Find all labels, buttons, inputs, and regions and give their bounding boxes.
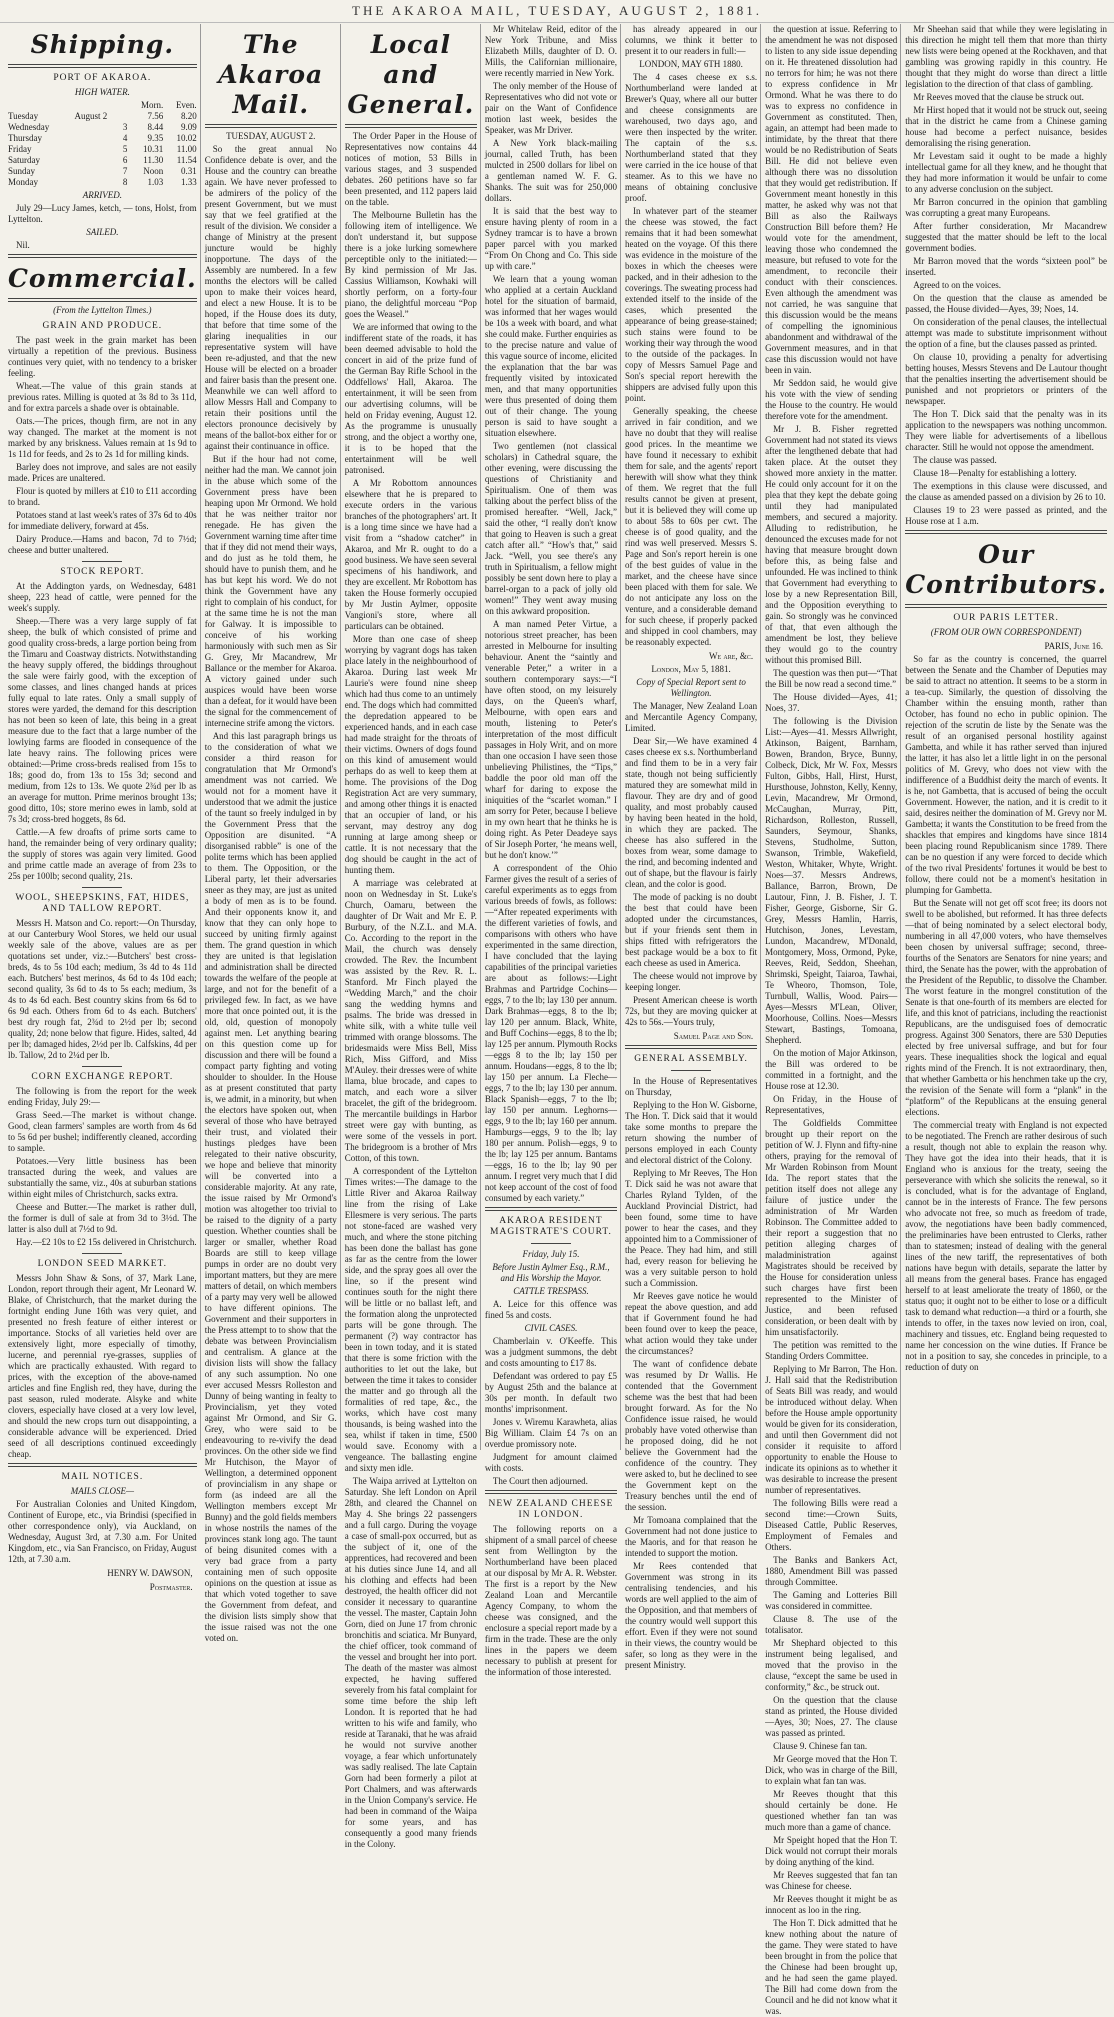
divider (485, 1490, 617, 1494)
paris-letter-heading: OUR PARIS LETTER. (953, 613, 1059, 623)
assembly-paragraph: Clause 8. The use of the totalisator. (765, 1614, 898, 1635)
editorial-paragraph: But if the hour had not come, neither had the man. We cannot join in the abuse which some of the Government press have been heaping upon Mr Ormond. We hold that he was neither traitor nor renegade. He has given the Government warning time after time that if they did not mend their ways, and do just as he told them, he should have to punish them, and he has but kept his word. We do not think the Government have any right to complain of his conduct, for at the same time he is not the man for Galway. It is impossible to conceive of his working harmoniously with such men as Sir G. Grey, Mr Macandrew, Mr Ballance or the member for Akaroa. A victory gained under such auspices would have been worse than a defeat, for it would have been the signal for the commencement of internecine strife among the victors. (204, 454, 337, 728)
wool-paragraph: Messrs H. Matson and Co. report:—On Thursday, at our Canterbury Wool Stores, we held our usual weekly sale of the above, values are as per quotations set under, viz.:—Butchers' best cross-breds, 4s to 5s 10d each; medium, 3s 4d to 4s 11d each. Butchers' best merinos, 4s 6d to 4s 10d each; second quality, 3s 6d to 4s to 5s each; medium, 3s 4s to 4s 6d each. Best country skins from 6s 6d to 6s 9d each. Others from 6d to 4s each. Butchers' best dry rough fat, 2¾d to 2½d per lb; second quality, 2d; none below that figure. Hides, salted, 4d per lb; damaged hides, 2½d per lb. Calfskins, 4d per lb. Tallow, 2d to 2¼d per lb. (8, 918, 197, 1060)
news-item: A marriage was celebrated at noon on Wednesday in St. Luke's Church, Oamaru, between the daughter of Dr Wait and Mr E. P. Burbury, of the N.Z.L. and M.A. Co. According to the report in the Mail, the church was densely crowded. The Rev. the Incumbent was assisted by the Rev. R. L. Stanford. Mr Finch played the “Wedding March,” and the choir sang the wedding hymns and psalms. The bride was dressed in white silk, with a white tulle veil trimmed with orange blossoms. The bridesmaids were Miss Bell, Miss Rich, Miss Gifford, and Miss M'Auley. their dresses were of white llama, blue brocade, and capes to match, and each wore a silver bracelet, the gift of the bridegroom. The mercantile buildings in Harbor street were gay with bunting, as were some of the vessels in port. The bridegroom is a brother of Mrs Cotton, of this town. (344, 878, 477, 1163)
assembly-paragraph: The House divided—Ayes, 41; Noes, 37. (765, 692, 898, 713)
tide-morn: Noon (143, 166, 164, 176)
letter-signoff: We are, &c. (708, 651, 754, 661)
assembly-paragraph: On the question that the clause as amended be passed, the House divided—Ayes, 39; Noes, 14. (905, 293, 1108, 314)
letter-paragraph: Generally speaking, the cheese arrived in fair condition, and we have no doubt that they will realise good prices. In the meantime we have found it necessary to exhibit them for sale, and the agents' report herewith will show what they think of them. We regret that the full results cannot be given at present, but it is believed they will come up to about 58s to 60s per cwt. The cheese is of good quality, and the rind was well preserved. Messrs S. Page and Son's report herein is one of the best guides of value in the market, and the cheese have since been placed with them for sale. We do not anticipate any loss on the venture, and a considerable demand for such cheese, if properly packed and shipped in cool chambers, may be reasonably expected. (625, 406, 758, 647)
paris-paragraph: The commercial treaty with England is not expected to be negotiated. The French are rather desirous of such a result, though not able to explain the reason why. They have got the idea into their heads, that it is England who is anxious for the treaty, seeing the perseverance with which she solicits the renewal, so it is concluded, what is for the advantage of England, cannot be in the interests of France. The few persons who advocate not free, so much as freedom of trade, avow, the negotiations have been badly commenced, the preliminaries have been entrusted to Clerks, rather than to statesmen; instead of dealing with the general lines of the new tariff, the representatives of both nations have begun with details, separate the latter by all means from the general bases. France has engaged herself to at least ameliorate the treaty of 1860, or the status quo; it ought not to be either to lose or a difficult task to demand what reduction—a third or a fourth, she intends to offer, in the taxes now levied on iron, coal, machinery and tissues, etc. England being requested to name her concession on the wine duties. If France be not in a position to say, she concedes in principle, to a reduction of duty on (905, 1120, 1108, 1372)
column-2 (201, 24, 341, 1643)
special-paragraph: The mode of packing is no doubt the best that could have been adopted under the circumstances, but if your friends sent them in ships fitted with refrigerators the best package would be a box to fit each cheese as used in America. (625, 892, 758, 968)
assembly-paragraph: Mr Barron moved that the words “sixteen pool” be inserted. (905, 256, 1108, 277)
assembly-paragraph: The Goldfields Committee brought up their report on the petition of W. J. Flynn and fifty-nine others, praying for the removal of Mr Warden Robinson from Mount Ida. The report states that the petition itself does not allege any failure of justice under the administration of Mr Warden Robinson. The Committee added to their report a suggestion that no petition alleging charges of maladministration against Magistrates should be received by the House for consideration unless such charges have first been represented to the Minister of Justice, and been refused consideration, or been dealt with by him unsatisfactorily. (765, 1118, 898, 1337)
news-item: The Melbourne Bulletin has the following item of intelligence. We don't understand it, but suppose there is a joke lurking somewhere perceptible only to the initiated:—By kind permission of Mr Jas. Cassius Williamson, Kowhaki will shortly perform, on a forty-four piano, the delightful morceau “Pop goes the Weasel.” (344, 210, 477, 319)
tide-day: Tuesday (8, 111, 39, 121)
news-item: A Mr Robottom announces elsewhere that he is prepared to execute orders in the various branches of the photographers' art. It is a long time since we have had a visit from a “shadow catcher” in Akaroa, and Mr R. ought to do a good business. We have seen several specimens of his handiwork, and they are excellent. Mr Robottom has taken the House formerly occupied by Mr Justin Aylmer, opposite Vangioni's store, where all particulars can be obtained. (344, 478, 477, 631)
divider (82, 887, 122, 888)
tide-day: Monday (8, 177, 38, 187)
special-paragraph: Dear Sir,—We have examined 4 cases cheese ex s.s. Northumberland and find them to be in a very fair state, though not being sufficiently matured they are somewhat mild in flavour. They are dry and of good quality, and most probably caused by having been heated in the hold, in which they are packed. The cheese has also suffered in the boxes from wear, some damage to the rind, and becoming indented and out of shape, but the flavour is fairly clean, and the color is good. (625, 736, 758, 889)
mails-close-label: MAILS CLOSE— (70, 1486, 134, 1496)
news-item: We learn that a young woman who applied at a certain Auckland hotel for the situation of barmaid, was informed that her wages would be 10s a week with board, and what she could make. Further enquiries as to the precise nature and value of this vague source of income, elicited the explanation that the bar was frequently visited by intoxicated men, and that many opportunities were thus presented of doing them out of their change. The young person is said to have sought a situation elsewhere. (484, 274, 618, 438)
tide-row (8, 177, 197, 188)
assembly-paragraph: The clause was passed. (913, 455, 997, 465)
tide-even: 8.20 (180, 111, 197, 121)
tide-header-row (8, 100, 197, 111)
tide-date: 6 (122, 155, 128, 165)
editorial-title: The Akaroa Mail. (218, 30, 324, 119)
seed-heading: LONDON SEED MARKET. (37, 1259, 168, 1269)
special-paragraph: The cheese would not improve by keeping longer. (625, 971, 758, 992)
column-5 (621, 24, 761, 1670)
assembly-paragraph: The petition was remitted to the Standing Orders Committee. (765, 1340, 898, 1361)
divider (8, 298, 197, 302)
assembly-paragraph: The want of confidence debate was resumed by Dr Wallis. He contended that the Government scheme was the best that had been brought forward. As for the No Confidence issue raised, he would probably have voted otherwise than he proposed doing, did he not believe the Government had the confidence of the country. They were asked to, but he declined to see the Government kept on the Treasury benches until the end of the session. (625, 1359, 758, 1512)
tide-date: 5 (122, 144, 128, 154)
court-paragraph: Jones v. Wiremu Karawheta, alias Big William. Claim £4 7s on an overdue promissory note. (484, 1417, 618, 1449)
column-1 (4, 24, 201, 1592)
tide-row (8, 155, 197, 166)
assembly-paragraph: The question was then put—“That the Bill be now read a second time.” (765, 668, 898, 689)
special-addressee: The Manager, New Zealand Loan and Mercantile Agency Company, Limited. (625, 701, 758, 733)
divider (905, 530, 1107, 534)
tide-row (8, 111, 197, 122)
news-item: More than one case of sheep worrying by vagrant dogs has taken place lately in the neighbourhood of Akaroa. During last week Mr Laurie's were found nine sheep which had thus come to an untimely end. The dogs which had committed the depredation appeared to be experienced hands, and in each case had made straight for the throats of their victims. Owners of dogs found on this kind of amusement would perhaps do as well to keep them at home. The provisions of the Dog Registration Act are very summary, and among other things it is enacted that an occupier of land, or his servant, may destroy any dog running at large among sheep or cattle. It is not necessary that the dog should be caught in the act of hunting them. (344, 634, 477, 875)
assembly-paragraph: The Banks and Bankers Act, 1880, Amendment Bill was passed through Committee. (765, 1555, 898, 1587)
divider (8, 254, 197, 258)
mails-heading: MAIL NOTICES. (61, 1472, 144, 1482)
tide-day: Thursday (8, 133, 42, 143)
court-before: Before Justin Aylmer Esq., R.M., and His Worship the Mayor. (492, 1262, 610, 1283)
tide-even: 11.00 (176, 144, 197, 154)
local-general-title: Local and General. (347, 30, 475, 119)
divider (82, 1253, 122, 1254)
court-paragraph: Chamberlain v. O'Keeffe. This was a judgment summons, the debt and costs amounting to £17 8s. (484, 1336, 618, 1368)
assembly-paragraph: On Friday, in the House of Representatives, (765, 1094, 898, 1115)
news-item: has already appeared in our columns, we think it better to present it to our readers in full:— (625, 24, 758, 56)
tide-morn: 11.30 (143, 155, 164, 165)
tide-morn: 10.31 (142, 144, 164, 154)
grain-paragraph: Wheat.—The value of this grain stands at previous rates. Milling is quoted at 3s 8d to 3s 11d, and for extra parcels a shade over is obtainable. (8, 381, 197, 413)
assembly-paragraph: In the House of Representatives on Thursday, (625, 1076, 758, 1097)
mails-paragraph: For Australian Colonies and United Kingdom, Continent of Europe, etc., via Brindisi (specified in other correspondence only), via Auckland, on Wednesday, August 3rd, at 7.30 a.m. For United Kingdom, etc., via San Francisco, on Friday, August 12th, at 7.30 a.m. (8, 1499, 197, 1564)
tide-col-header: Even. (175, 100, 197, 110)
news-item: A New York black-mailing journal, called Truth, has been mulcted in 2500 dollars for libel on a gentleman named W. F. G. Shanks. The suit was for 250,000 dollars. (484, 138, 618, 203)
assembly-paragraph: Replying to Mr Reeves, The Hon T. Dick said he was not aware that Charles Ryland Tylden, of the Auckland Provincial District, had been found, some time to have power to hear the cases, and they appointed him to a Commissioner of the Peace. They had him, and still had, every reason for believing he was a very suitable person to hold such a Commission. (625, 1168, 758, 1288)
divider (8, 1463, 197, 1467)
column-7 (901, 24, 1110, 1450)
tide-row (8, 144, 197, 155)
letter-paragraph: In whatever part of the steamer the cheese was stowed, the fact remains that it had been somewhat heated on the voyage. Of this there was evidence in the moisture of the boxes in which the cheeses were packed, and in their adhesion to the coverings. The sweating process had extended itself to the inside of the cases, which presented the appearance of being grease-stained; such stains were found to be working their way through the wood to the outside of the packages. In copy of Messrs Samuel Page and Son's special report herewith the shippers are advised fully upon this point. (625, 206, 758, 403)
mails-role: Postmaster. (149, 1582, 193, 1592)
stock-paragraph: At the Addington yards, on Wednesday, 6481 sheep, 223 head of cattle, were penned for the week's supply. (8, 581, 197, 613)
assembly-paragraph: Replying to Mr Barron, The Hon. J. Hall said that the Redistribution of Seats Bill was ready, and would be introduced without delay. When before the House ample opportunity would be given for its consideration, and until then Government did not consider it requisite to afford opportunity to enable the House to indicate its opinions as to whether it was desirable to increase the present number of representatives. (765, 1364, 898, 1495)
divider (82, 1066, 122, 1067)
tide-table (8, 100, 197, 188)
column-3 (341, 24, 481, 1849)
editorial-paragraph: And this last paragraph brings us to the consideration of what we consider a third reason for congratulation that Mr Ormond's amendment was not carried. We would not for a moment have it understood that we admit the justice of the taunt so freely indulged in by the Government Press that the Opposition are disunited. “A disorganised rabble” is one of the polite terms which has been applied to them. The Opposition, or the Liberal party, let their adversaries sneer as they may, are just as united a body of men as is to be found. And their opponents know it, and know that they can only hope to succeed by uniting firmly against them. The grand question in which they are united is that legislation and administration shall be directed towards the welfare of the people at large, and not for the benefit of a privileged few. In fact, as we have more that once pointed out, it is the old, old, question of monopoly against men. Let anything bearing on this question come up for discussion and there will be found a compact party fighting and voting shoulder to shoulder. In the House as at present constituted that party is, we admit, in a minority, but when the electors have spoken out, when several of those who have betrayed their trust, and violated their hustings pledges have been relegated to their native obscurity, we hope and believe that minority will be converted into a considerable majority. At any rate, the issue raised by Mr Ormond's motion was altogether too trivial to be raised to the dignity of a party question. Whether counties shall be larger or smaller, whether Road Boards are still to keep village pumps in order are no doubt very important matters, but they are mere matters of detail, on which members of a party may very well be allowed to have different opinions. The Government and their supporters in the Press attempt to to show that the debate was between Provincialism and centralism. A glance at the division lists will show the fallacy of any such assumption. No one ever accused Messrs Rolleston and Dunny of being wanting in fealty to Provincialism, yet they voted against Mr Ormond, and Sir G. Grey, who were said to be endeavouring to re-vivify the dead provinces. On the other side we find Mr Hutchison, the Mayor of Wellington, a determined opponent of provincialism in any shape or form (as indeed are all the Wellington members except Mr Bunny) and the gold fields members in whose nostrils the names of the provinces stank long ago. The taunt of being disunited comes with a very bad grace from a party containing men of such opposite opinions on the question at issue as that which voted together to save the Government from defeat, and the division lists simply show that the issue raised was not the one voted on. (204, 731, 337, 1643)
stock-heading: STOCK REPORT. (60, 567, 145, 577)
news-item: The Waipa arrived at Lyttelton on Saturday. She left London on April 28th, and cleared the Channel on May 4. She brings 22 passengers and a full cargo. During the voyage a case of small-pox occurred, but as the subject of it, one of the apprentices, had recovered and been at his duties since June 14, and all his clothing and effects had been destroyed, the health officer did not consider it necessary to quarantine the vessel. The master, Captain John Gorn, died on June 17 from chronic bronchitis and sciatica. Mr Bunyard, the chief officer, took command of the vessel and brought her into port. The death of the master was almost expected, he having suffered severely from his fatal complaint for some time before the ship left London. It is reported that he had written to his wife and family, who reside at Taranaki, that he was afraid he would not survive another voyage, a fear which unfortunately was sadly realised. The late Captain Gorn had been formerly a pilot at Port Chalmers, and was afterwards in the Union Company's service. He had been in command of the Waipa for some years, and has consequently a good many friends in the Colony. (344, 1476, 477, 1849)
news-item: The Order Paper in the House of Representatives now contains 44 notices of motion, 53 Bills in various stages, and 3 suspended debates. 260 petitions have so far been presented, and 112 papers laid on the table. (344, 131, 477, 207)
divider (82, 561, 122, 562)
assembly-paragraph: The following is the Division List:—Ayes—41. Messrs Allwright, Atkinson, Baigent, Barnham, Bowen, Brandon, Bryce, Bunny, Colbeck, Dick, Mr W. Fox, Messrs Fulton, Gibbs, Hall, Hirst, Hurst, Hursthouse, Johnston, Kelly, Kenny, Levin, Macandrew, Mr Ormond, McCaughan, Murray, Pitt, Richardson, Rolleston, Russell, Saunders, Seymour, Shanks, Stevens, Studholme, Sutton, Swanson, Trimble, Wakefield, Weston, Whitaker, Whyte, Wright. Noes—37. Messrs Andrews, Ballance, Barron, Brown, De Lautour, Finn, J. B. Fisher, J. T. Fisher, George, Gisborne, Sir G. Grey, Messrs Hamlin, Harris, Hutchison, Jones, Levestam, Lundon, Macandrew, M'Donald, Montgomery, Moss, Ormond, Pyke, Reeves, Reid, Seddon, Sheehan, Shrimski, Speight, Taiaroa, Tawhai, Te Wheoro, Thomson, Tole, Turnbull, Wallis, Wood. Pairs—Ayes—Messrs M'Lean, Oliver, Moorhouse, Collins. Noes—Messrs Stewart, Bastings, Tomoana, Shepherd. (765, 716, 898, 1045)
port-heading: PORT OF AKAROA. (53, 73, 152, 83)
assembly-paragraph: Mr Reeves moved that the clause be struck out. (913, 92, 1084, 102)
news-item: A correspondent of the Lyttelton Times writes:—The damage to the Little River and Akaroa Railway line from the rising of Lake Ellesmere is very serious. The parts not stone-faced are washed very much, and where the stone pitching has been done the ballast has gone as far as the centre from the lower side, and the spray goes all over the line, so if the present wind continues south for the night there will be little or no ballast left, and the formation along the unprotected parts will be gone through. The permanent (?) way contractor has been in town today, and it is stated that there is some friction with the authorities to let out the lake, but between the time it takes to consider the matter and go through all the formalities of red tape, &c., the works, which have cost many thousands, is being washed into the sea, whilst if taken in time, £500 would save. Economy with a vengeance. The ballasting engine and sixty men idle. (344, 1166, 477, 1473)
assembly-paragraph: Mr Seddon said, he would give his vote with the view of sending the House to the country. He would therefore vote for the amendment. (765, 378, 898, 421)
assembly-paragraph: The Hon T. Dick said that the penalty was in its application to the newspapers was nothing uncommon. They were liable for advertisements of a libellous character. Still he would not oppose the amendment. (905, 409, 1108, 452)
general-assembly-heading: GENERAL ASSEMBLY. (634, 1054, 748, 1064)
tide-row (8, 133, 197, 144)
mails-signature: HENRY W. DAWSON, (107, 1568, 193, 1578)
news-item: It is said that the best way to ensure having plenty of room in a Sydney tramcar is to have a brown paper parcel with you marked “From On Chong and Co. This side up with care.” (484, 206, 618, 271)
assembly-paragraph: On the question that the clause stand as printed, the House divided—Ayes, 30; Noes, 27. The clause was passed as printed. (765, 1695, 898, 1738)
news-item: Two gentlemen (not classical scholars) in Cathedral square, the other evening, were discussing the questions of Christianity and Spiritualism. One of them was talking about the perfect bliss of the promised hereafter. “Well, Jack,” said the other, “I really don't know that going to Heaven is such a great catch after all.” “How's that,” said Jack. “Well, you see there's any truth in Spiritualism, a fellow might possibly be sent down here to play a barrel-organ to a pack of jolly old women!” They went away musing on this awkward proposition. (484, 441, 618, 616)
paris-source: (FROM OUR OWN CORRESPONDENT) (930, 627, 1082, 637)
assembly-paragraph: On consideration of the penal clauses, the intellectual attempt was made to substitute imprisonment without the option of a fine, but the clauses passed as printed. (905, 317, 1108, 349)
column-4 (481, 24, 621, 1677)
wool-heading: WOOL, SHEEPSKINS, FAT, HIDES, AND TALLOW REPORT. (15, 893, 190, 914)
grain-paragraph: Barley does not improve, and sales are not easily made. Prices are unaltered. (8, 462, 197, 483)
paris-paragraph: But the Senate will not get off scot free; its doors not swell to be abolished, but reformed. It has three defects—that of being nominated by a select electoral body, numbering in all 47,000 voters, who have themselves been chosen by universal suffrage; second, three-fourths of the Senators are Senators for nine years; and third, the Senate has the power, with the approbation of the President of the Republic, to dissolve the Chamber. The worst feature in the mongrel constitution of the Senate is that one-fourth of its members are elected for life, and this knot of patricians, including the reactionist Republicans, are the undisguised foes of democratic progress. Against 300 Senators, there are 530 Deputies elected by free universal suffrage, and but for four years. These inequalities shock the logical and equal rights mind of the French. It is not extraordinary, then, that whether Gambetta or his henchmen take up the cry, the revision of the Senate will form a “plank” in the “platform” of the Republicans at the ensuing general elections. (905, 898, 1108, 1117)
corn-paragraph: Potatoes.—Very little business has been transacted during the week, and values are substantially the same, viz., 40s at suburban stations within eight miles of Christchurch, sacks extra. (8, 1156, 197, 1199)
court-paragraph: Judgment for amount claimed with costs. (484, 1452, 618, 1473)
grain-paragraph: Dairy Produce.—Hams and bacon, 7d to 7½d; cheese and butter unaltered. (8, 534, 197, 555)
special-signature: Samuel Page and Son. (673, 1031, 754, 1041)
stock-paragraph: Sheep.—There was a very large supply of fat sheep, the bulk of which consisted of prime and good quality cross-breds, a large portion being from the Timaru and Coastway districts. Notwithstanding the heavy supply offered, the biddings throughout the sale were fairly good, with the exception of some classes, and lines changed hands at prices fully equal to late rates. Only a small supply of stores were yarded, the demand for this description has not been so keen of late, this being in a great measure due to the fact that a large number of the lowlying farms are flooded in consequence of the late heavy rains. The following prices were obtained:—Prime cross-breds realised from 15s to 18s; good do, from 13s to 15s 3d; second and medium, from 12s to 13s. We quote 2¾d per lb as an average for mutton. Prime merinos brought 13s; good ditto, 10s; store merino ewes in lamb, sold at 7s 3d; cross-bred hoggets, 8s 6d. (8, 616, 197, 824)
grain-heading: GRAIN AND PRODUCE. (42, 321, 163, 331)
tide-row (8, 122, 197, 133)
paris-dateline: PARIS, June 16. (1044, 641, 1104, 651)
grain-paragraph: Flour is quoted by millers at £10 to £11 according to brand. (8, 486, 197, 507)
arrived-entry: July 29—Lucy James, ketch, — tons, Holst, from Lyttelton. (8, 203, 197, 224)
assembly-paragraph: Clauses 19 to 23 were passed as printed, and the House rose at 1 a.m. (905, 505, 1108, 526)
court-paragraph: Defendant was ordered to pay £5 by August 25th and the balance at 30s per month. In default two months' imprisonment. (484, 1371, 618, 1414)
assembly-paragraph: Mr Levestam said it ought to be made a highly intellectual game for all they knew, and he thought that they had more information it would be unfair to come to any adverse conclusion on the subject. (905, 151, 1108, 194)
tide-morn: 9.35 (147, 133, 164, 143)
court-subheading: CIVIL CASES. (524, 1323, 578, 1333)
cheese-heading: NEW ZEALAND CHEESE IN LONDON. (488, 1499, 614, 1520)
news-item: The only member of the House of Representatives who did not vote or pair on the Want of Confidence motion last week, besides the Speaker, was Mr Driver. (484, 81, 618, 135)
divider (205, 124, 337, 128)
tide-day: Friday (8, 144, 32, 154)
sailed-label: SAILED. (86, 227, 119, 237)
corn-paragraph: Cheese and Butter.—The market is rather dull, the former is dull of sale at from 3d to 3½d. The latter is also dull at 7½d to 9d. (8, 1202, 197, 1234)
grain-paragraph: Oats.—The prices, though firm, are not in any way changed. The market at the moment is not marked by any briskness. Values remain at 1s 9d to 1s 11d for feeds, and 2s to 2s 1d for milling kinds. (8, 416, 197, 459)
assembly-paragraph: the question at issue. Referring to the amendment he was not disposed to listen to any side issue depending on it. He threatened dissolution had no terrors for him; he was not there to express confidence in Mr Ormond. What he was there to do was to express no confidence in Government as constituted. Then, again, an attempt had been made to intimidate, by the threat that there would be no Redistribution of Seats Bill. He did not believe even although there was no dissolution that they would get redistribution. If Government meant honestly in this matter, he asked why was not that Bill as also the Railways Construction Bill before them? He would vote for the amendment, leaving those who condemned the measure, but refused to vote for the amendment, to reconcile their conduct with their consciences. Even although the amendment was not carried, he was sanguine that this discussion would be the means of compelling the ignominious abandonment and withdrawal of the Government measures, and in that case this discussion would not have been in vain. (765, 24, 898, 375)
divider (671, 1070, 711, 1071)
high-water-label: HIGH WATER. (74, 87, 130, 97)
tide-morn: 8.44 (147, 122, 164, 132)
assembly-paragraph: Mr George moved that the Hon T. Dick, who was in charge of the Bill, to explain what fan tan was. (765, 1754, 898, 1786)
tide-date: 4 (122, 133, 128, 143)
court-subheading: CATTLE TRESPASS. (513, 1286, 589, 1296)
tide-day: Wednesday (8, 122, 50, 132)
tide-morn: 1.03 (147, 177, 164, 187)
tide-even: 0.31 (180, 166, 197, 176)
assembly-paragraph: The Hon T. Dick admitted that he knew nothing about the nature of the game. They were stated to have been brought in from the police that the Chinese had been brought up, and he had seen the game played. The Bill had come down from the Council and he did not know what it was. (765, 1918, 898, 2016)
grain-paragraph: The past week in the grain market has been virtually a repetition of the previous. Business continues very quiet, with no tendency to a brisker feeling. (8, 335, 197, 378)
tide-row (8, 166, 197, 177)
assembly-paragraph: The Gaming and Lotteries Bill was considered in committee. (765, 1590, 898, 1611)
assembly-paragraph: Agreed to on the voices. (913, 280, 1001, 290)
corn-paragraph: Hay.—£2 10s to £2 15s delivered in Christchurch. (16, 1237, 197, 1247)
letter-dateline: LONDON, MAY 6TH 1880. (639, 59, 743, 69)
grain-paragraph: Potatoes stand at last week's rates of 37s 6d to 40s for immediate delivery, forward at 45s. (8, 510, 197, 531)
assembly-paragraph: After further consideration, Mr Macandrew suggested that the matter should be left to the local government bodies. (905, 221, 1108, 253)
assembly-paragraph: Mr Sheehan said that while they were legislating in this direction he might tell them that more than thirty new lists were being opened at the Rockhaven, and that gambling was growing rapidly in this country. He thought that they might do worse than direct a little legislation to the direction of that class of gambling. (905, 24, 1108, 89)
paris-paragraph: So far as the country is concerned, the quarrel between the Senate and the Chamber of Deputies may be said to attract no attention. It seems to be a storm in a tea-cup. Similarly, the question of dissolving the Chamber within the ensuing month, rather than October, has found no echo in public opinion. The rejection of the scrutin de liste by the Senate was the result of an organised personal hostility against Gambetta, and while it has rather served than injured the latter, it has also let a little light in on the personal politics of M. Grevy, who does not view with the indifference of a Buddhist deity the march of events. It is he, not Gambetta, that is accused of being the occult Government. However, the nation, and it is credit to it said, desires neither the domination of M. Grevy nor M. Gambetta; it wants the Constitution to be freed from the shackles that empires and kingdoms have since 1814 been placing round Republicanism since 1789. There can be no question if any were forced to decide which of the two rival Presidents' fortunes it would be best to follow, there could not be a moment's hesitation in plumping for Gambetta. (905, 654, 1108, 895)
assembly-paragraph: Mr Tomoana complained that the Government had not done justice to the Maoris, and for that reason he intended to support the motion. (625, 1515, 758, 1558)
column-6 (761, 24, 901, 2016)
assembly-paragraph: Mr Speight hoped that the Hon T. Dick would not corrupt their morals by doing anything of the kind. (765, 1835, 898, 1867)
divider (625, 1045, 757, 1049)
assembly-paragraph: Mr Rees contended that Government was strong in its centralising tendencies, and his words are well applied to the aim of the Opposition, and that members of the country would well support this effort. Even if they were not sound in their views, the country would be safer, so long as they were in the present Ministry. (625, 1561, 758, 1670)
divider (905, 604, 1107, 608)
sailed-entry: Nil. (16, 240, 30, 250)
court-paragraph: A. Leice for this offence was fined 5s and costs. (484, 1299, 618, 1320)
corn-heading: CORN EXCHANGE REPORT. (31, 1072, 174, 1082)
tide-date: 3 (122, 122, 128, 132)
tide-date: 8 (122, 177, 128, 187)
news-item: Mr Whitelaw Reid, editor of the New York Tribune, and Miss Elizabeth Mills, daughter of D. O. Mills, the Californian millionaire, were recently married in New York. (484, 24, 618, 78)
tide-even: 1.33 (180, 177, 197, 187)
tide-even: 11.54 (176, 155, 197, 165)
news-item: We are informed that owing to the indifferent state of the roads, it has been deemed advisable to hold the concert in aid of the prize fund of the German Bay Rifle School in the Oddfellows' Hall, Akaroa. The entertainment, it will be seen from our advertising columns, will be held on Friday evening, August 12. As the programme is unusually strong, and the object a worthy one, it is to be hoped that the entertainment will be well patronised. (344, 322, 477, 475)
court-date: Friday, July 15. (522, 1249, 580, 1259)
tide-col-header: Morn. (140, 100, 164, 110)
assembly-paragraph: Clause 18—Penalty for establishing a lottery. (913, 468, 1077, 478)
editorial-paragraph: So the great annual No Confidence debate is over, and the House and the country can breathe again. We have never professed to be admirers of the policy of the present Government, but we must say that we feel gratified at the result of the division. We consider a change of Ministry at the present juncture would be highly inopportune. The days of the Assembly are numbered. In a few months the electors will be called upon to make their voices heard, and elect a new House. It is to be hoped, if the House does its duty, that before that time some of the glaring inequalities in our representative system will have been re-adjusted, and that the new House will be elected on a broader and fairer basis than the present one. Meanwhile we can well afford to allow Messrs Hall and Company to retain their positions until the electors pronounce decisively by means of the ballot-box either for or against their continuance in office. (204, 144, 337, 451)
commercial-title: Commercial. (8, 264, 197, 293)
assembly-paragraph: On the motion of Major Atkinson, the Bill was ordered to be committed in a fortnight, and the House rose at 12.30. (765, 1048, 898, 1091)
assembly-paragraph: The following Bills were read a second time:—Crown Suits, Diseased Cattle, Public Reserves, Employment of Females and Others. (765, 1498, 898, 1552)
tide-even: 10.02 (176, 133, 197, 143)
stock-paragraph: Cattle.—A few droafts of prime sorts came to hand, the remainder being of very ordinary quality; the supply of stores was again very limited. Good and prime cattle made an average of from 23s to 25s per 100lb; second quality, 21s. (8, 827, 197, 881)
assembly-paragraph: Mr J. B. Fisher regretted Government had not stated its views after the lengthened debate that had taken place. At the outset they showed more anxiety in the matter. He could only account for it on the plea that they kept the debate going until they had manipulated members, and secured a majority. Alluding to redistribution, he denounced the excuses made for not having that measure brought down before this, as being false and unfounded. He was inclined to think that Government had everything to lose by a new Representation Bill, and the Opposition everything to gain. So strongly was he convinced of that, that even although the amendment be lost, they believe they would go to the country without this promised Bill. (765, 424, 898, 665)
corn-paragraph: Grass Seed.—The market is without change. Good, clean farmers' samples are worth from 4s 6d to 5s 6d per bushel; indifferently cleaned, according to sample. (8, 1110, 197, 1153)
news-item: A correspondent of the Ohio Farmer gives the result of a series of careful experiments as to eggs from various breeds of fowls, as follows:—“After repeated experiments with the different varieties of fowls, and comparisons with others who have experimented in the same direction, I have concluded that the laying capabilities of the principal varieties are about as follows:—Light Brahmas and Partridge Cochins—eggs, 7 to the lb; lay 130 per annum. Dark Brahmas—eggs, 8 to the lb; lay 120 per annum. Black, White, and Buff Cochins—eggs, 8 to the lb; lay 125 per annum. Plymouth Rocks—eggs 8 to the lb; lay 150 per annum. Houdans—eggs, 8 to the lb; lay 150 per annum. La Fleche—eggs, 7 to the lb; lay 130 per annum. Black Spanish—eggs, 7 to the lb; lay 150 per annum. Leghorns—eggs, 9 to the lb; lay 160 per annum. Hamburgs—eggs, 9 to the lb; lay 180 per annum. Polish—eggs, 9 to the lb; lay 125 per annum. Bantams—eggs, 16 to the lb; lay 90 per annum. I regret very much that I did not keep account of the cost of food consumed by each variety.” (484, 863, 618, 1203)
contributors-title: Our Contributors. (905, 540, 1108, 599)
court-paragraph: The Court then adjourned. (492, 1476, 588, 1486)
tide-day: Saturday (8, 155, 40, 165)
seed-paragraph: Messrs John Shaw & Sons, of 37, Mark Lane, London, report through their agent, Mr Leonard W. Blake, of Christchurch, that the market during the fortnight ending June 16th was very quiet, and presented no fresh feature of either interest or importance. Stocks of all varieties held over are extensively light, more especially of timothy, lucerne, and perennial rye-grasses, supplies of which are practically exhausted. With regard to prices, with the exception of the above-named articles and fine English red, they have, during the past season, ruled moderate. Alsyke and white clovers, especially have closed at a very low level, and should the new crops turn out disappointing, a considerable advance will be experienced. Dried seed of all descriptions continued exceedingly cheap. (8, 1273, 197, 1459)
assembly-paragraph: Mr Barron concurred in the opinion that gambling was corrupting a great many Europeans. (905, 197, 1108, 218)
tide-date: 7 (122, 166, 128, 176)
special-report-heading: Copy of Special Report sent to Wellington. (636, 677, 746, 698)
divider (485, 1207, 617, 1211)
assembly-paragraph: Mr Reeves suggested that fan tan was Chinese for cheese. (765, 1870, 898, 1891)
tide-even: 9.09 (180, 122, 197, 132)
assembly-paragraph: Replying to the Hon W. Gisborne, The Hon. T. Dick said that it would take some months to prepare the return showing the number of persons employed in each County and electoral district of the Colony. (625, 1100, 758, 1165)
commercial-source: (From the Lyttelton Times.) (53, 305, 152, 315)
columns (4, 24, 1110, 2016)
assembly-paragraph: Mr Reeves thought it might be as innocent as loo in the ring. (765, 1894, 898, 1915)
editorial-date: TUESDAY, AUGUST 2. (226, 131, 316, 141)
tide-morn: 7.56 (147, 111, 164, 121)
assembly-paragraph: Mr Shephard objected to this instrument being legalised, and moved that the proviso in the clause, “except the same be used in conformity,” &c., be struck out. (765, 1638, 898, 1692)
assembly-paragraph: The exemptions in this clause were discussed, and the clause as amended passed on a division by 26 to 10. (905, 481, 1108, 502)
assembly-paragraph: Mr Hirst hoped that it would not be struck out, seeing that in the district he came from a Chinese gaming house had become a perfect nuisance, besides demoralising the rising generation. (905, 105, 1108, 148)
tide-day: Sunday (8, 166, 35, 176)
assembly-paragraph: On clause 10, providing a penalty for advertising betting houses, Messrs Stevens and De Lautour thought that the penalties inserting the advertisement should be punished and not proprietors or printers of the newspaper. (905, 352, 1108, 406)
assembly-paragraph: Mr Reeves thought that this should certainly be done. He questioned whether fan tan was much more than a game of chance. (765, 1789, 898, 1832)
divider (8, 64, 197, 68)
divider (345, 124, 477, 128)
masthead: THE AKAROA MAIL, TUESDAY, AUGUST 2, 1881. (0, 0, 1114, 23)
tide-date: August 2 (74, 111, 108, 121)
cheese-paragraph: The following reports on a shipment of a small parcel of cheese sent from Wellington by the Northumberland have been placed at our disposal by Mr A. R. Webster. The first is a report by the New Zealand Loan and Mercantile Agency Company, to whom the cheese was consigned, and the enclosure a special report made by a firm in the trade. These are the only lines in the papers we deem necessary to publish at present for the information of those interested. (484, 1524, 618, 1677)
special-paragraph: Present American cheese is worth 72s, but they are moving quicker at 42s to 56s.—Yours truly, (625, 995, 758, 1027)
corn-paragraph: The following is from the report for the week ending Friday, July 29:— (8, 1086, 197, 1107)
letter-dateline: London, May 5, 1881. (651, 664, 731, 674)
assembly-paragraph: Mr Reeves gave notice he would repeat the above question, and add that if Government found he had been found over to keep the peace, what action would they take under the circumstances? (625, 1291, 758, 1356)
assembly-paragraph: Clause 9. Chinese fan tan. (773, 1741, 868, 1751)
shipping-title: Shipping. (30, 30, 175, 59)
court-heading: AKAROA RESIDENT MAGISTRATE'S COURT. (490, 1216, 612, 1237)
news-item: A man named Peter Virtue, a notorious street preacher, has been arrested in Melbourne for insulting behaviour. Anent the “saintly and venerable Peter,” a writer in a southern contemporary says:—“I have often stood, on my leisurely days, on the Queen's wharf, Melbourne, with open ears and mouth, listening to Peter's interpretation of the most difficult passages in Holy Writ, and on more than one occasion I have seen those unbelieving Philistines, the “Tips,” baddle the poor old man off the wharf for daring to expose the iniquities of the “scarlet woman.” I am sorry for Peter, because I believe in my own heart that he thinks he is doing right. As Peter Deadeye says of Sir Joseph Porter, ‘he means well, but he don't know.’” (484, 619, 618, 860)
arrived-label: ARRIVED. (82, 190, 122, 200)
divider (531, 1243, 571, 1244)
letter-paragraph: The 4 cases cheese ex s.s. Northumberland were landed at Brewer's Quay, where all our butter and cheese consignments are warehoused, two days ago, and were then inspected by the writer. The captain of the s.s. Northumberland stated that they were carried in the ice house of that steamer. As to this we have no means of obtaining conclusive proof. (625, 72, 758, 203)
